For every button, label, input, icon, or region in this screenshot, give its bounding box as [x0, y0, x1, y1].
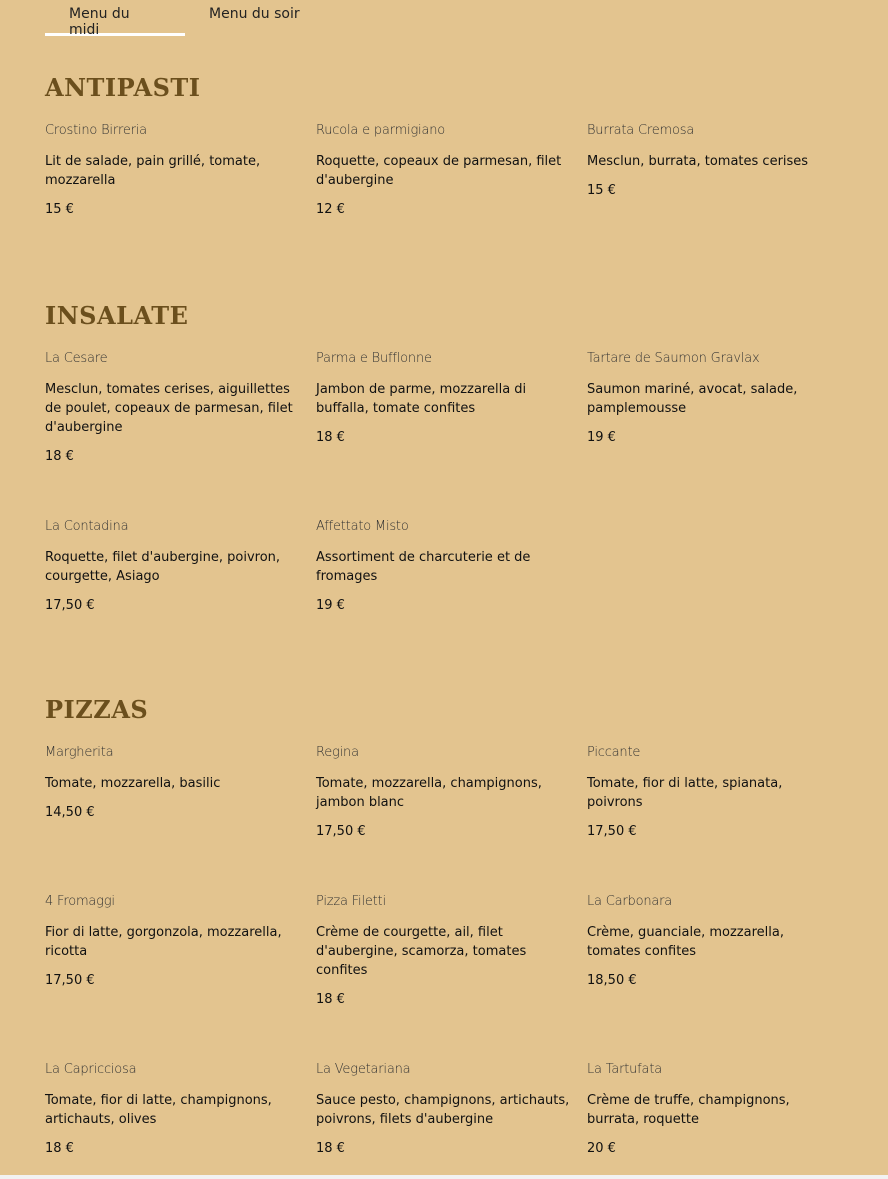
item-price: 20 € — [587, 1141, 616, 1156]
item-description: Tomate, mozzarella, basilic — [45, 776, 221, 791]
item-description: Lit de salade, pain grillé, tomate, mozzarella — [45, 154, 261, 188]
menu-item — [316, 350, 587, 466]
item-name: La Tartufata — [587, 1062, 662, 1077]
item-name: Parma e Bufflonne — [316, 351, 432, 366]
item-description: Tomate, fior di latte, champignons, artichauts, olives — [45, 1093, 272, 1127]
item-price: 14,50 € — [45, 805, 95, 820]
item-price: 17,50 € — [316, 824, 366, 839]
item-price: 18 € — [316, 992, 345, 1007]
item-name: La Vegetariana — [316, 1062, 411, 1077]
item-name: Pizza Filetti — [316, 894, 386, 909]
menu-tabs — [45, 0, 324, 40]
menu-item — [45, 518, 316, 615]
menu-item — [45, 744, 316, 841]
menu-item — [587, 350, 845, 466]
item-name: Margherita — [45, 745, 114, 760]
tab-menu-du-soir[interactable]: Menu du soir — [209, 6, 300, 22]
item-name: Tartare de Saumon Gravlax — [587, 351, 760, 366]
menu-item — [45, 893, 316, 1009]
menu-item — [587, 122, 845, 219]
item-price: 17,50 € — [45, 598, 95, 613]
menu-item — [316, 122, 587, 219]
item-name: Rucola e parmigiano — [316, 123, 446, 138]
section-title: INSALATE — [45, 301, 189, 330]
item-name: Crostino Birreria — [45, 123, 147, 138]
item-description: Roquette, copeaux de parmesan, filet d'aubergine — [316, 154, 562, 188]
item-name: Affettato Misto — [316, 519, 409, 534]
menu-item — [587, 744, 845, 841]
item-name: La Capricciosa — [45, 1062, 137, 1077]
item-name: Regina — [316, 745, 359, 760]
menu-item — [45, 350, 316, 466]
item-description: Sauce pesto, champignons, artichauts, poivrons, filets d'aubergine — [316, 1093, 570, 1127]
item-name: La Contadina — [45, 519, 129, 534]
item-description: Assortiment de charcuterie et de fromages — [316, 550, 531, 584]
menu-item — [316, 744, 587, 841]
item-description: Fior di latte, gorgonzola, mozzarella, ricotta — [45, 925, 282, 959]
item-description: Roquette, filet d'aubergine, poivron, courgette, Asiago — [45, 550, 281, 584]
section-insalate — [45, 301, 845, 615]
item-price: 17,50 € — [45, 973, 95, 988]
menu-item — [316, 893, 587, 1009]
item-price: 18 € — [316, 1141, 345, 1156]
item-description: Crème de truffe, champignons, burrata, roquette — [587, 1093, 790, 1127]
menu-item — [316, 1061, 587, 1158]
item-description: Crème, guanciale, mozzarella, tomates confites — [587, 925, 784, 959]
section-pizzas — [45, 695, 845, 1158]
section-title: PIZZAS — [45, 695, 149, 724]
item-price: 15 € — [45, 202, 74, 217]
menu-item — [587, 893, 845, 1009]
item-description: Jambon de parme, mozzarella di buffalla, tomate confites — [316, 382, 527, 416]
tab-menu-du-midi[interactable]: Menu du midi — [45, 0, 185, 36]
item-name: Piccante — [587, 745, 641, 760]
section-antipasti — [45, 73, 845, 219]
item-price: 18 € — [45, 1141, 74, 1156]
menu-item — [316, 518, 587, 615]
item-description: Crème de courgette, ail, filet d'aubergine, scamorza, tomates confites — [316, 925, 527, 978]
item-price: 18 € — [45, 449, 74, 464]
item-description: Mesclun, burrata, tomates cerises — [587, 154, 809, 169]
item-description: Tomate, fior di latte, spianata, poivrons — [587, 776, 783, 810]
item-price: 12 € — [316, 202, 345, 217]
menu-item — [45, 1061, 316, 1158]
item-price: 17,50 € — [587, 824, 637, 839]
item-price: 19 € — [587, 430, 616, 445]
page-bottom-divider — [0, 1175, 888, 1179]
item-price: 15 € — [587, 183, 616, 198]
menu-item — [45, 122, 316, 219]
item-price: 19 € — [316, 598, 345, 613]
section-title: ANTIPASTI — [45, 73, 201, 102]
menu-item — [587, 1061, 845, 1158]
item-description: Saumon mariné, avocat, salade, pamplemousse — [587, 382, 798, 416]
item-name: La Cesare — [45, 351, 108, 366]
item-name: Burrata Cremosa — [587, 123, 695, 138]
item-description: Tomate, mozzarella, champignons, jambon blanc — [316, 776, 542, 810]
item-price: 18,50 € — [587, 973, 637, 988]
item-name: La Carbonara — [587, 894, 673, 909]
item-description: Mesclun, tomates cerises, aiguillettes de poulet, copeaux de parmesan, filet d'aubergine — [45, 382, 293, 435]
item-name: 4 Fromaggi — [45, 894, 115, 909]
item-price: 18 € — [316, 430, 345, 445]
